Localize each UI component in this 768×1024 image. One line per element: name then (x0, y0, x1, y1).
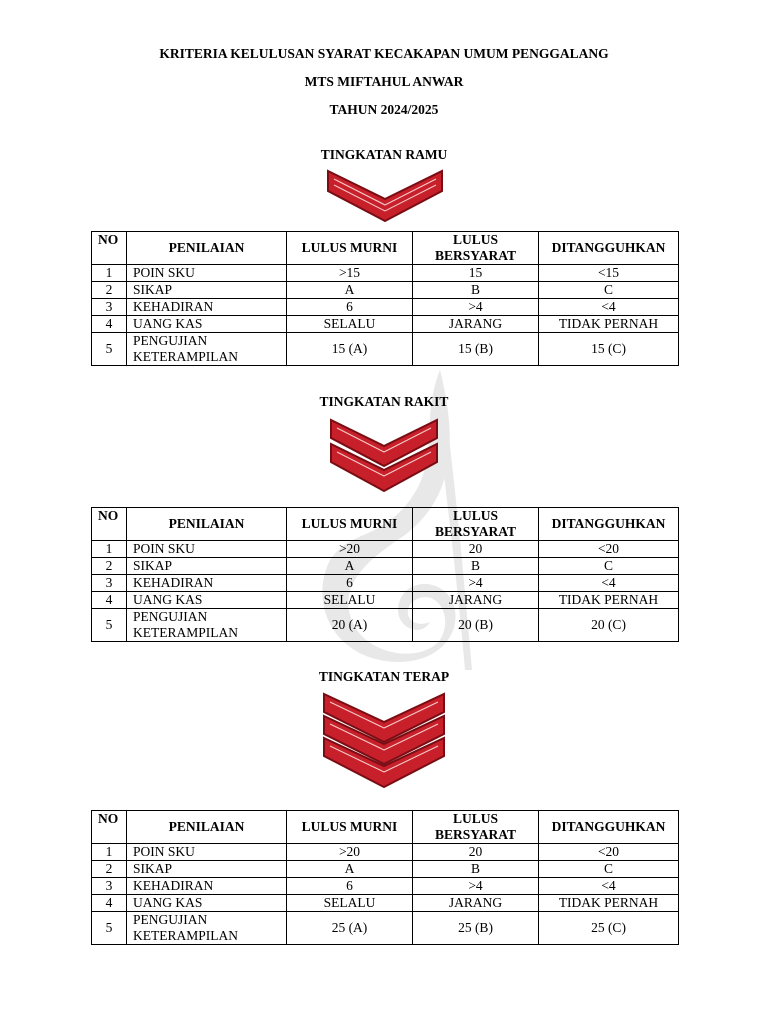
row-lulus-murni: SELALU (287, 592, 413, 609)
row-penilaian: KEHADIRAN (127, 575, 287, 592)
row-penilaian: KEHADIRAN (127, 299, 287, 316)
row-lulus-bersyarat: JARANG (413, 316, 539, 333)
col-lulus-bersyarat-header (413, 232, 539, 265)
row-lulus-murni: >15 (287, 265, 413, 282)
row-ditangguhkan: TIDAK PERNAH (539, 316, 679, 333)
row-lulus-murni: >20 (287, 541, 413, 558)
col-lulus-bersyarat-line2: BERSYARAT (434, 827, 517, 842)
table-header-row (92, 508, 679, 541)
row-no: 2 (92, 282, 127, 299)
row-no: 1 (92, 844, 127, 861)
table-row (92, 333, 679, 366)
row-penilaian-line1: PENGUJIAN (133, 912, 208, 927)
row-no: 1 (92, 265, 127, 282)
row-lulus-murni: SELALU (287, 316, 413, 333)
row-penilaian: POIN SKU (127, 844, 287, 861)
col-lulus-bersyarat-line1: LULUS (452, 508, 498, 523)
row-lulus-murni: 15 (A) (287, 333, 413, 366)
row-penilaian-line1: PENGUJIAN (133, 333, 208, 348)
criteria-table-ramu (91, 231, 679, 366)
row-ditangguhkan: TIDAK PERNAH (539, 592, 679, 609)
col-penilaian-header: PENILAIAN (127, 508, 287, 541)
row-no: 5 (92, 912, 127, 945)
row-no: 2 (92, 558, 127, 575)
row-ditangguhkan: 25 (C) (539, 912, 679, 945)
table-row (92, 299, 679, 316)
col-penilaian-header: PENILAIAN (127, 811, 287, 844)
col-lulus-bersyarat-line1: LULUS (452, 811, 498, 826)
row-penilaian: UANG KAS (127, 895, 287, 912)
table-row (92, 912, 679, 945)
row-ditangguhkan: C (539, 282, 679, 299)
row-lulus-bersyarat: B (413, 558, 539, 575)
row-penilaian (127, 609, 287, 642)
col-ditangguhkan-header: DITANGGUHKAN (539, 232, 679, 265)
row-lulus-bersyarat: 25 (B) (413, 912, 539, 945)
row-penilaian: SIKAP (127, 861, 287, 878)
row-penilaian-line2: KETERAMPILAN (133, 625, 238, 640)
row-ditangguhkan: <15 (539, 265, 679, 282)
table-row (92, 558, 679, 575)
section-title-terap: TINGKATAN TERAP (318, 669, 450, 684)
table-row (92, 878, 679, 895)
row-lulus-bersyarat: 20 (413, 844, 539, 861)
row-no: 1 (92, 541, 127, 558)
row-lulus-murni: 20 (A) (287, 609, 413, 642)
col-lulus-murni-header: LULUS MURNI (287, 508, 413, 541)
row-no: 4 (92, 316, 127, 333)
row-penilaian: SIKAP (127, 558, 287, 575)
row-lulus-murni: A (287, 558, 413, 575)
row-ditangguhkan: TIDAK PERNAH (539, 895, 679, 912)
table-header-row (92, 232, 679, 265)
row-lulus-murni: 6 (287, 878, 413, 895)
academic-year: TAHUN 2024/2025 (329, 102, 439, 117)
row-ditangguhkan: C (539, 861, 679, 878)
row-lulus-murni: >20 (287, 844, 413, 861)
row-no: 3 (92, 878, 127, 895)
row-penilaian-line1: PENGUJIAN (133, 609, 208, 624)
col-lulus-murni-header: LULUS MURNI (287, 811, 413, 844)
col-ditangguhkan-header: DITANGGUHKAN (539, 811, 679, 844)
row-no: 5 (92, 333, 127, 366)
table-row (92, 609, 679, 642)
row-no: 4 (92, 895, 127, 912)
table-row (92, 265, 679, 282)
col-no-header: NO (92, 508, 127, 541)
row-ditangguhkan: C (539, 558, 679, 575)
row-no: 3 (92, 299, 127, 316)
row-lulus-bersyarat: >4 (413, 878, 539, 895)
row-lulus-bersyarat: B (413, 861, 539, 878)
row-penilaian (127, 912, 287, 945)
triple-chevron-badge-icon (322, 692, 446, 790)
row-lulus-bersyarat: B (413, 282, 539, 299)
row-lulus-murni: A (287, 282, 413, 299)
row-no: 3 (92, 575, 127, 592)
table-row (92, 575, 679, 592)
row-ditangguhkan: 15 (C) (539, 333, 679, 366)
table-row (92, 861, 679, 878)
row-no: 4 (92, 592, 127, 609)
row-ditangguhkan: <4 (539, 878, 679, 895)
row-ditangguhkan: <4 (539, 575, 679, 592)
row-lulus-bersyarat: >4 (413, 575, 539, 592)
row-lulus-bersyarat: 20 (413, 541, 539, 558)
row-penilaian: POIN SKU (127, 265, 287, 282)
table-row (92, 541, 679, 558)
criteria-table-rakit (91, 507, 679, 642)
table-row (92, 316, 679, 333)
row-no: 5 (92, 609, 127, 642)
row-ditangguhkan: <20 (539, 844, 679, 861)
col-penilaian-header: PENILAIAN (127, 232, 287, 265)
row-ditangguhkan: <20 (539, 541, 679, 558)
col-no-header: NO (92, 232, 127, 265)
table-header-row (92, 811, 679, 844)
row-penilaian: KEHADIRAN (127, 878, 287, 895)
row-lulus-bersyarat: 15 (B) (413, 333, 539, 366)
double-chevron-badge-icon (329, 418, 439, 494)
table-row (92, 895, 679, 912)
row-ditangguhkan: 20 (C) (539, 609, 679, 642)
row-penilaian: SIKAP (127, 282, 287, 299)
col-lulus-bersyarat-header (413, 811, 539, 844)
criteria-table-terap (91, 810, 679, 945)
section-title-ramu: TINGKATAN RAMU (320, 147, 448, 162)
col-no-header: NO (92, 811, 127, 844)
row-lulus-bersyarat: >4 (413, 299, 539, 316)
table-row (92, 592, 679, 609)
row-no: 2 (92, 861, 127, 878)
row-penilaian-line2: KETERAMPILAN (133, 928, 238, 943)
row-lulus-murni: 25 (A) (287, 912, 413, 945)
col-lulus-bersyarat-line1: LULUS (452, 232, 498, 247)
row-lulus-bersyarat: 20 (B) (413, 609, 539, 642)
row-penilaian: UANG KAS (127, 316, 287, 333)
row-lulus-bersyarat: JARANG (413, 895, 539, 912)
col-ditangguhkan-header: DITANGGUHKAN (539, 508, 679, 541)
row-lulus-murni: SELALU (287, 895, 413, 912)
school-name: MTS MIFTAHUL ANWAR (304, 74, 464, 89)
table-row (92, 844, 679, 861)
single-chevron-badge-icon (326, 169, 444, 225)
row-lulus-murni: A (287, 861, 413, 878)
row-lulus-bersyarat: JARANG (413, 592, 539, 609)
col-lulus-bersyarat-line2: BERSYARAT (434, 524, 517, 539)
table-row (92, 282, 679, 299)
row-penilaian: POIN SKU (127, 541, 287, 558)
row-penilaian-line2: KETERAMPILAN (133, 349, 238, 364)
row-lulus-bersyarat: 15 (413, 265, 539, 282)
col-lulus-bersyarat-line2: BERSYARAT (434, 248, 517, 263)
row-penilaian (127, 333, 287, 366)
col-lulus-murni-header: LULUS MURNI (287, 232, 413, 265)
row-ditangguhkan: <4 (539, 299, 679, 316)
row-lulus-murni: 6 (287, 299, 413, 316)
row-lulus-murni: 6 (287, 575, 413, 592)
document-title: KRITERIA KELULUSAN SYARAT KECAKAPAN UMUM PENGGALANG (159, 46, 609, 61)
section-title-rakit: TINGKATAN RAKIT (319, 394, 449, 409)
col-lulus-bersyarat-header (413, 508, 539, 541)
row-penilaian: UANG KAS (127, 592, 287, 609)
